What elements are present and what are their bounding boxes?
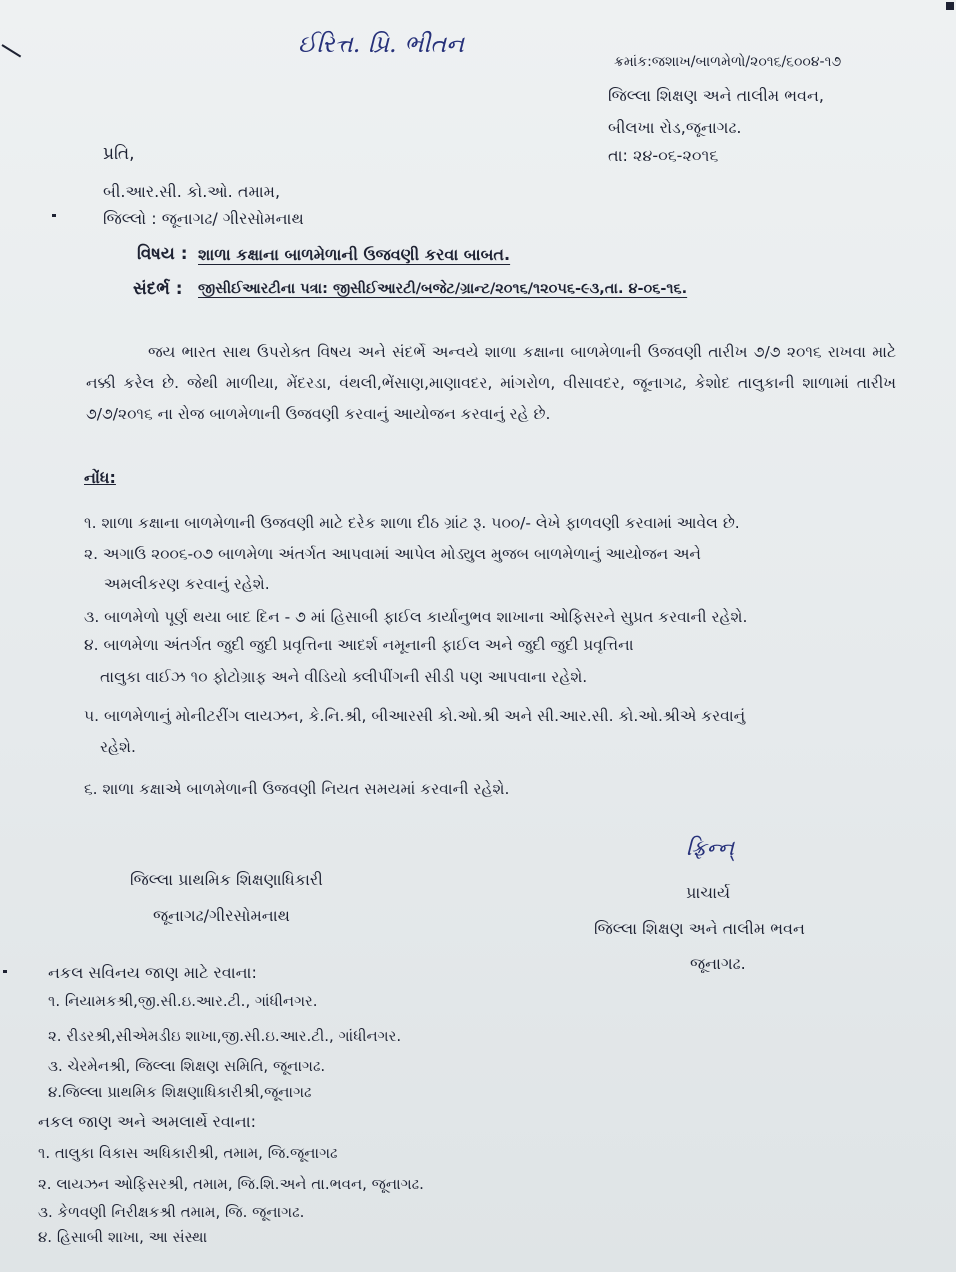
left-signatory-place: જૂનાગઢ/ગીરસોમનાથ <box>153 906 290 925</box>
top-handwritten-note: ઈરિત્ત. પ્રિ. ભીતન <box>298 30 465 58</box>
office-address: બીલખા રોડ,જૂનાગઢ. <box>608 118 742 137</box>
note-item-2: ૨. અગાઉ ૨૦૦૬-૦૭ બાળમેળા અંતર્ગત આપવામાં આપેલ મોડ્યુલ મુજબ બાળમેળાનું આયોજન અને <box>84 545 701 563</box>
note-item-3: ૩. બાળમેળો પૂર્ણ થયા બાદ દિન - ૭ માં હિસાબી ફાઈલ કાર્યાનુભવ શાખાના ઓફિસરને સુપ્રત કરવાની રહેશે. <box>84 608 748 626</box>
ref-number: ક્રમાંક:જશાખ/બાળમેળો/૨૦૧૬/૬૦૦૪-૧૭ <box>614 54 842 70</box>
right-signatory-office: જિલ્લા શિક્ષણ અને તાલીમ ભવન <box>594 919 805 938</box>
principal-signature: ફ્રિન્‍ન્ <box>686 836 735 861</box>
office-name: જિલ્લા શિક્ષણ અને તાલીમ ભવન, <box>608 86 825 105</box>
note-item-4: ૪. બાળમેળા અંતર્ગત જુદી જુદી પ્રવૃત્તિના આદર્શ નમૂનાની ફાઈલ અને જુદી જુદી પ્રવૃત્તિના <box>84 636 634 654</box>
subject-label: વિષય : <box>137 244 188 264</box>
copies-action-item-4: ૪. હિસાબી શાખા, આ સંસ્થા <box>38 1228 208 1246</box>
note-item-4-cont: તાલુકા વાઈઝ ૧૦ ફોટોગ્રાફ અને વીડિયો ક્લીપીંગની સીડી પણ આપવાના રહેશે. <box>100 668 588 686</box>
edge-tick <box>3 970 7 973</box>
subject-text: શાળા કક્ષાના બાળમેળાની ઉજવણી કરવા બાબત. <box>198 245 511 264</box>
right-signatory-title: પ્રાચાર્ય <box>686 883 731 902</box>
edge-tick <box>52 214 56 217</box>
note-item-5-cont: રહેશે. <box>100 738 136 756</box>
reference-text: જીસીઈઆરટીના પત્રા: જીસીઈઆરટી/બજેટ/ગ્રાન્ટ/૨૦૧૬/૧૨૦૫૬-૯૩,તા. ૪-૦૬-૧૬. <box>198 281 688 297</box>
note-item-2-cont: અમલીકરણ કરવાનું રહેશે. <box>104 575 270 593</box>
copies-action-item-1: ૧. તાલુકા વિકાસ અધિકારીશ્રી, તમામ, જિ.જૂનાગઢ <box>38 1144 338 1162</box>
copies-info-heading: નકલ સવિનય જાણ માટે રવાના: <box>48 963 257 982</box>
copies-info-item-4: ૪.જિલ્લા પ્રાથમિક શિક્ષણાધિકારીશ્રી,જૂનાગઢ <box>48 1083 312 1101</box>
addressee-line-1: બી.આર.સી. કો.ઓ. તમામ, <box>103 182 281 201</box>
letter-date: તા: ૨૪-૦૬-૨૦૧૬ <box>608 146 719 165</box>
reference-label: સંદર્ભ : <box>133 279 183 299</box>
copies-action-item-3: ૩. કેળવણી નિરીક્ષકશ્રી તમામ, જિ. જૂનાગઢ. <box>38 1203 305 1221</box>
right-signatory-place: જૂનાગઢ. <box>690 954 746 973</box>
note-item-5: ૫. બાળમેળાનું મોનીટરીંગ લાયઝન, કે.નિ.શ્રી, બીઆરસી કો.ઓ.શ્રી અને સી.આર.સી. કો.ઓ.શ્રીએ કરવાનું <box>84 707 746 725</box>
left-signatory-title: જિલ્લા પ્રાથમિક શિક્ષણાધિકારી <box>130 870 323 889</box>
addressee-line-2: જિલ્લો : જૂનાગઢ/ ગીરસોમનાથ <box>103 209 304 228</box>
note-item-1: ૧. શાળા કક્ષાના બાળમેળાની ઉજવણી માટે દરેક શાળા દીઠ ગ્રાંટ રૂ. ૫૦૦/- લેખે ફાળવણી કરવામાં આવેલ છે. <box>84 514 740 532</box>
corner-mark <box>1 44 21 57</box>
note-item-6: ૬. શાળા કક્ષાએ બાળમેળાની ઉજવણી નિયત સમયમાં કરવાની રહેશે. <box>84 780 510 798</box>
copies-action-heading: નકલ જાણ અને અમલાર્થે રવાના: <box>38 1112 257 1131</box>
copies-info-item-1: ૧. નિયામકશ્રી,જી.સી.ઇ.આર.ટી., ગાંધીનગર. <box>48 992 318 1010</box>
copies-info-item-3: ૩. ચેરમેનશ્રી, જિલ્લા શિક્ષણ સમિતિ, જૂનાગઢ. <box>48 1057 326 1075</box>
notes-heading: નોંધ: <box>84 468 116 487</box>
copies-info-item-2: ૨. રીડરશ્રી,સીએમડીઇ શાખા,જી.સી.ઇ.આર.ટી., ગાંધીનગર. <box>48 1027 402 1045</box>
copies-action-item-2: ૨. લાયઝન ઓફિસરશ્રી, તમામ, જિ.શિ.અને તા.ભવન, જૂનાગઢ. <box>38 1175 424 1193</box>
body-paragraph: જય ભારત સાથ ઉપરોક્ત વિષય અને સંદર્ભે અન્વયે શાળા કક્ષાના બાળમેળાની ઉજવણી તારીખ ૭/૭ ૨૦૧૬ રાખવા માટે નક્કી કરેલ છે. જેથી માળીયા, મેંદરડા, વંથલી,ભેંસાણ,માણાવદર, માંગરોળ, વીસાવદર, જૂનાગઢ, કેશોદ તાલુકાની શાળામાં તારીખ ૭/૭/૨૦૧૬ ના રોજ બાળમેળાની ઉજવણી કરવાનું આયોજન કરવાનું રહે છે. <box>86 343 896 423</box>
prati-label: પ્રતિ, <box>103 144 135 164</box>
edge-tick <box>946 2 954 10</box>
